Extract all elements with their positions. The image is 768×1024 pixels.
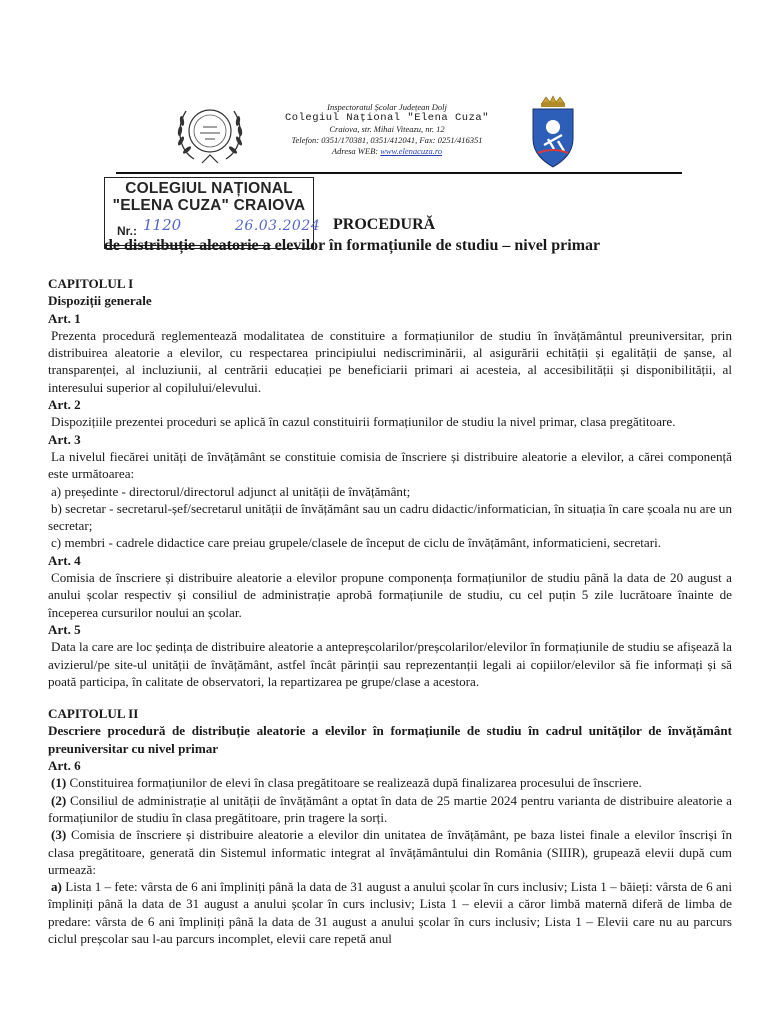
article-text: La nivelul fiecărei unități de învățământ se constituie comisia de înscriere și distribuire aleatorie a elevilor, a cărei componență este următoarea:	[48, 448, 732, 482]
paragraph-text: Comisia de înscriere și distribuire aleatorie a elevilor din unitatea de învățământ, pe baza listei finale a elevilor înscriși în clasa pregătitoare, generată din Sistemul informatic integrat al învățământului din România (SIIIR), grupează elevii după cum urmează:	[48, 827, 732, 877]
paragraph	[48, 774, 732, 791]
stamp-nr-label: Nr.:	[117, 224, 138, 238]
document-subtitle	[104, 237, 600, 255]
school-address: Craiova, str. Mihai Viteazu, nr. 12	[329, 124, 445, 134]
spacer	[48, 690, 732, 705]
school-phones: Telefon: 0351/170381, 0351/412041, Fax: 0251/416351	[291, 135, 483, 145]
stamp-line-1: COLEGIUL NAȚIONAL	[125, 180, 293, 197]
article-text: Data la care are loc ședința de distribuire aleatorie a antepreșcolarilor/preșcolarilor/elevilor în formațiunile de studiu se afișează la avizierul/pe site-ul unității de învățământ, astfel încât părinții sau reprezentanții legali ai copiilor/elevilor să fie informați și să poată participa, în calitate de observatori, la repartizarea pe grupe/clase a acestora.	[48, 639, 732, 689]
letterhead-text	[262, 102, 512, 157]
stamp-registration-number: 1120	[143, 216, 182, 234]
paragraph-text: Consiliul de administrație al unității de învățământ a optat în data de 25 martie 2024 pentru varianta de distribuire aleatorie a formațiunilor de studiu în clasa pregătitoare, prin tragere la sorți.	[48, 792, 732, 825]
stamp-line-2: "ELENA CUZA" CRAIOVA	[112, 197, 306, 214]
list-item: c) membri - cadrele didactice care preiau grupele/clasele de început de ciclu de învățământ, informaticieni, secretari.	[51, 535, 661, 551]
school-web	[262, 146, 512, 157]
article-label: Art. 3	[48, 431, 81, 447]
article-text: Dispozițiile prezentei proceduri se aplică în cazul constituirii formațiunilor de studiu la nivel primar, clasa pregătitoare.	[51, 414, 676, 430]
document-title: PROCEDURĂ	[333, 216, 436, 233]
inspectorate-name: Inspectoratul Școlar Județean Dolj	[327, 102, 447, 112]
article-label: Art. 4	[48, 552, 81, 568]
article-label: Art. 2	[48, 397, 81, 413]
paragraph-number: (2)	[51, 792, 67, 808]
school-name: Colegiul Național "Elena Cuza"	[284, 112, 490, 124]
section-heading: Dispoziții generale	[48, 293, 152, 309]
web-label: Adresa WEB:	[331, 146, 379, 156]
subtitle-struck: de distribuție aleatorie a	[104, 237, 271, 254]
section-heading: Descriere procedură de distribuție aleatorie a elevilor în formațiunile de studiu în cadrul unităților de învățământ preuniversitar cu nivel primar	[48, 723, 732, 756]
subtitle-rest: elevilor în formațiunile de studiu – nivel primar	[270, 237, 601, 254]
coat-of-arms-icon	[528, 95, 578, 169]
paragraph-number: a)	[51, 879, 62, 895]
school-laurel-logo-icon	[172, 97, 248, 167]
paragraph-text: Constituirea formațiunilor de elevi în clasa pregătitoare se realizează după finalizarea procesului de înscriere.	[66, 775, 642, 791]
stamp-registration-date: 26.03.2024	[235, 218, 321, 234]
article-label: Art. 6	[48, 758, 81, 774]
paragraph	[48, 826, 732, 878]
letterhead	[0, 95, 768, 173]
header-rule	[116, 172, 682, 174]
list-item: b) secretar - secretarul-șef/secretarul unității de învățământ sau un cadru didactic/informatician, în situația în care școala nu are un secretar;	[48, 500, 732, 534]
list-item: a) președinte - directorul/directorul adjunct al unității de învățământ;	[51, 483, 411, 499]
chapter-heading: CAPITOLUL II	[48, 706, 139, 722]
chapter-heading: CAPITOLUL I	[48, 276, 134, 291]
article-text: Prezenta procedură reglementează modalitatea de constituire a formațiunilor de studiu în învățământul preuniversitar, prin distribuirea aleatorie a elevilor, cu respectarea principiului nediscriminării, al asigurării echității și egalității de șanse, al transparenței, al incluziunii, al centrării educației pe beneficiarii primari ai acesteia, al accesibilității și disponibilității, al interesului superior al copilului/elevului.	[48, 327, 732, 395]
paragraph-number: (3)	[51, 827, 67, 843]
paragraph	[48, 878, 732, 947]
web-link[interactable]: www.elenacuza.ro	[380, 146, 443, 156]
paragraph-number: (1)	[51, 775, 67, 791]
document-body	[48, 275, 732, 947]
article-label: Art. 5	[48, 621, 81, 637]
article-text: Comisia de înscriere și distribuire aleatorie a elevilor propune componența formațiunilor de studiu până la data de 20 august a anului școlar respectiv și consiliul de administrație aprobă formațiunile de studiu, cu cel puțin 5 zile lucrătoare înainte de începerea cursurilor noului an școlar.	[48, 570, 732, 620]
paragraph	[48, 792, 732, 827]
article-label: Art. 1	[48, 310, 81, 326]
paragraph-text: Lista 1 – fete: vârsta de 6 ani împliniți până la data de 31 august a anului școlar în curs inclusiv; Lista 1 – băieți: vârsta de 6 ani împliniți până la data de 31 august a anului școlar în curs inclusiv; Lista 1 – elevii a căror limbă maternă diferă de limba de predare: vârsta de 6 ani împliniți până la data de 31 august a anului școlar în curs inclusiv; Lista 1 – Elevii care nu au parcurs ciclul preșcolar sau l-au parcurs incomplet, elevii care repetă anul	[48, 879, 732, 946]
